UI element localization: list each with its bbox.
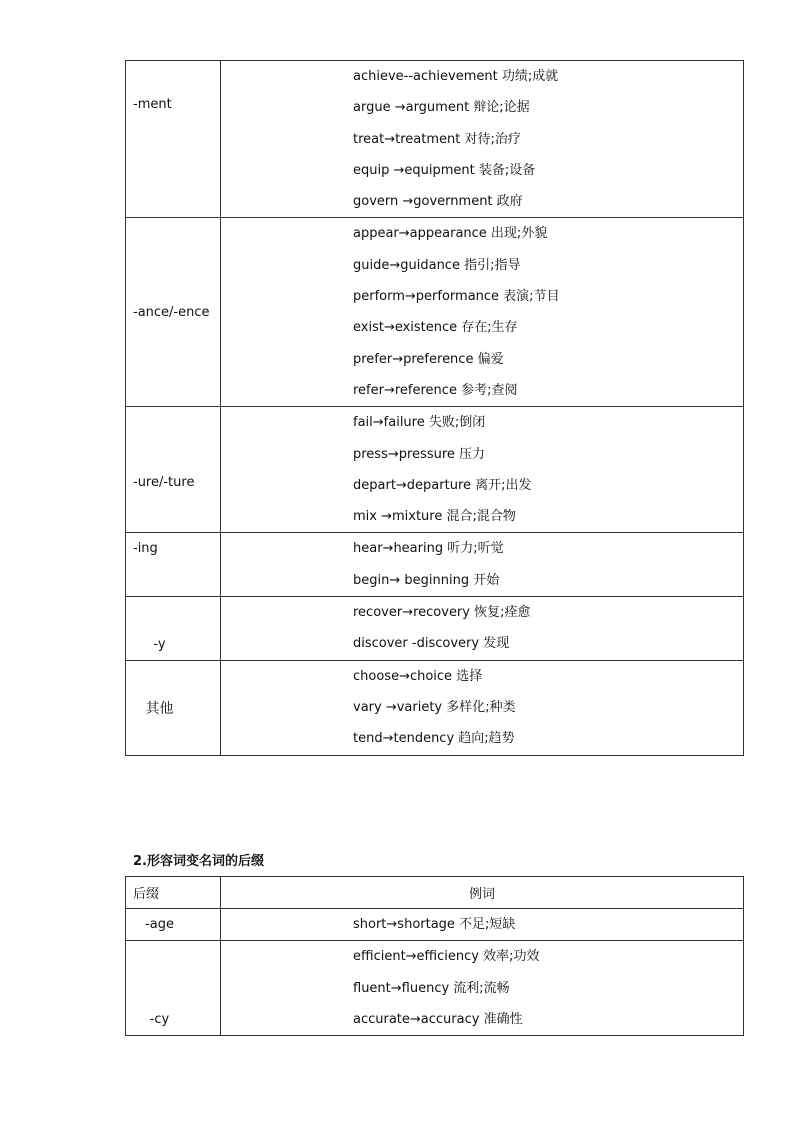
suffix-cell: [126, 941, 221, 1036]
examples-cell: [221, 407, 744, 533]
table-header-row: [126, 877, 744, 909]
example-line: appear→appearance 出现;外貌: [353, 226, 548, 242]
example-line: tend→tendency 趋向;趋势: [353, 731, 515, 747]
suffix-cell: [126, 533, 221, 597]
suffix-table-verb-to-noun: [125, 60, 744, 756]
suffix-label: -age: [145, 917, 174, 933]
example-line: treat→treatment 对待;治疗: [353, 131, 521, 147]
example-line: equip →equipment 装备;设备: [353, 162, 536, 178]
header-cell-examples: [221, 877, 744, 909]
table-row: [126, 597, 744, 661]
table-row: [126, 407, 744, 533]
examples-cell: [221, 218, 744, 407]
suffix-table-adjective-to-noun: [125, 876, 744, 1036]
examples-cell: [221, 941, 744, 1036]
suffix-cell: [126, 61, 221, 218]
example-line: hear→hearing 听力;听觉: [353, 541, 504, 557]
examples-cell: [221, 660, 744, 755]
suffix-label: -ing: [133, 541, 158, 557]
example-line: prefer→preference 偏爱: [353, 351, 504, 367]
examples-cell: [221, 909, 744, 941]
suffix-cell: [126, 909, 221, 941]
suffix-cell: [126, 597, 221, 661]
example-line: argue →argument 辩论;论据: [353, 100, 530, 116]
example-line: guide→guidance 指引;指导: [353, 257, 521, 273]
suffix-cell: [126, 407, 221, 533]
suffix-label: -ure/-ture: [133, 475, 195, 491]
example-line: exist→existence 存在;生存: [353, 320, 518, 336]
example-line: recover→recovery 恢复;痊愈: [353, 605, 531, 621]
example-line: accurate→accuracy 准确性: [353, 1011, 523, 1027]
example-line: fluent→fluency 流利;流畅: [353, 980, 510, 996]
example-line: perform→performance 表演;节目: [353, 289, 560, 305]
header-label: 例词: [468, 887, 495, 902]
suffix-label: 其他: [145, 700, 174, 717]
example-line: refer→reference 参考;查阅: [353, 382, 518, 398]
examples-cell: [221, 597, 744, 661]
examples-cell: [221, 61, 744, 218]
suffix-label: -ment: [133, 97, 172, 112]
suffix-label: -ance/-ence: [133, 304, 210, 320]
example-line: press→pressure 压力: [353, 446, 486, 462]
example-line: efficient→efficiency 效率;功效: [353, 949, 540, 965]
suffix-label: -y: [153, 636, 166, 652]
header-label: 后缀: [133, 887, 160, 902]
suffix-label: -cy: [149, 1012, 170, 1028]
example-line: discover -discovery 发现: [353, 636, 510, 652]
example-line: depart→departure 离开;出发: [353, 477, 532, 493]
table-row: [126, 909, 744, 941]
table-row: [126, 61, 744, 218]
example-line: govern →government 政府: [353, 194, 523, 210]
examples-cell: [221, 533, 744, 597]
suffix-cell: [126, 660, 221, 755]
table-row: [126, 533, 744, 597]
section-title: 2.形容词变名词的后缀: [133, 854, 264, 869]
example-line: short→shortage 不足;短缺: [353, 917, 516, 932]
suffix-cell: [126, 218, 221, 407]
example-line: vary →variety 多样化;种类: [353, 699, 516, 715]
example-line: choose→choice 选择: [353, 668, 483, 684]
header-cell-suffix: [126, 877, 221, 909]
example-line: mix →mixture 混合;混合物: [353, 509, 516, 525]
table-row: [126, 941, 744, 1036]
table-row: [126, 218, 744, 407]
example-line: begin→ beginning 开始: [353, 572, 500, 588]
example-line: fail→failure 失败;倒闭: [353, 415, 486, 431]
table-row: [126, 660, 744, 755]
example-line: achieve--achievement 功绩;成就: [353, 69, 559, 84]
